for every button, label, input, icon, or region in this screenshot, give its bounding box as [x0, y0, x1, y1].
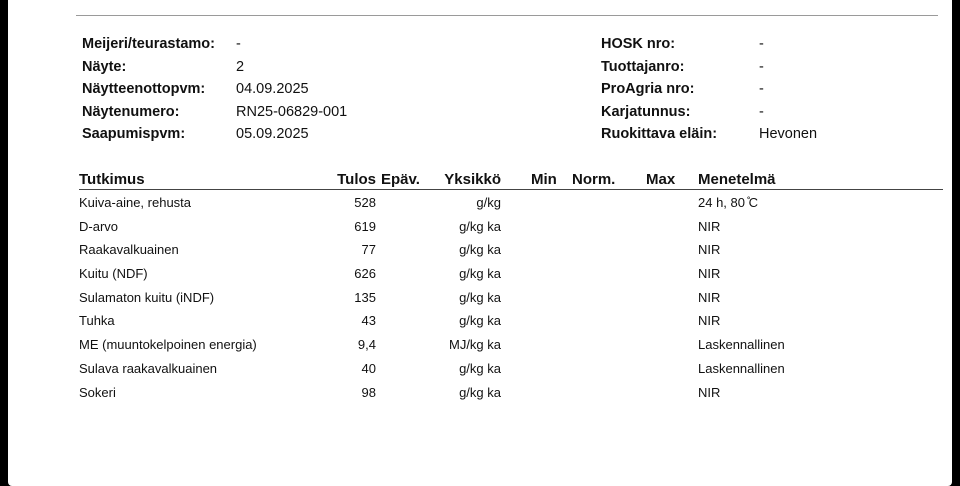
info-value: Hevonen: [759, 126, 818, 143]
cell-menetelma: NIR: [698, 289, 721, 305]
cell-tulos: 619: [354, 218, 376, 234]
cell-menetelma: NIR: [698, 242, 721, 258]
info-row: [82, 81, 542, 104]
info-value: -: [759, 36, 764, 52]
cell-tulos: 77: [361, 242, 376, 258]
cell-yksikko: MJ/kg ka: [448, 337, 501, 353]
results-table: [79, 170, 943, 400]
header-max: Max: [646, 171, 676, 188]
cell-tulos: 626: [354, 266, 376, 282]
info-row: [601, 36, 921, 59]
header-norm: Norm.: [572, 171, 616, 188]
cell-menetelma: NIR: [698, 266, 721, 282]
header-tutkimus: Tutkimus: [79, 171, 145, 188]
info-label: Näytteenottopvm:: [82, 81, 206, 98]
table-row: [79, 192, 943, 216]
info-label: ProAgria nro:: [601, 81, 695, 98]
cell-menetelma: NIR: [698, 218, 721, 234]
cell-yksikko: g/kg ka: [459, 289, 501, 305]
info-row: [601, 81, 921, 104]
cell-tulos: 9,4: [357, 337, 376, 353]
header-tulos: Tulos: [337, 171, 376, 188]
header-yksikko: Yksikkö: [444, 171, 501, 188]
cell-tutkimus: ME (muuntokelpoinen energia): [79, 337, 257, 353]
cell-tutkimus: D-arvo: [79, 218, 119, 234]
info-row: [82, 104, 542, 127]
cell-tutkimus: Sulamaton kuitu (iNDF): [79, 289, 215, 305]
info-value: 04.09.2025: [236, 81, 309, 98]
cell-yksikko: g/kg ka: [459, 313, 501, 329]
cell-yksikko: g/kg ka: [459, 360, 501, 376]
info-value: 2: [236, 58, 245, 75]
info-label: HOSK nro:: [601, 36, 676, 52]
header-epav: Epäv.: [381, 171, 420, 188]
header-min: Min: [531, 171, 557, 188]
info-row: [82, 59, 542, 82]
info-label: Näytenumero:: [82, 103, 180, 120]
sample-info-left: [82, 36, 542, 149]
cell-menetelma: Laskennallinen: [698, 337, 785, 353]
frame-right: [952, 0, 960, 486]
header-menetelma: Menetelmä: [698, 171, 776, 188]
cell-tutkimus: Kuiva-aine, rehusta: [79, 195, 192, 210]
info-value: -: [236, 36, 241, 52]
table-row: [79, 358, 943, 382]
table-row: [79, 310, 943, 334]
info-value: -: [759, 103, 764, 120]
table-row: [79, 287, 943, 311]
cell-yksikko: g/kg ka: [459, 384, 501, 400]
table-body: [79, 192, 943, 405]
cell-tutkimus: Kuitu (NDF): [79, 266, 148, 282]
cell-tulos: 40: [361, 360, 376, 376]
cell-tutkimus: Sulava raakavalkuainen: [79, 360, 218, 376]
table-row: [79, 382, 943, 406]
info-label: Näyte:: [82, 58, 127, 75]
cell-tulos: 98: [361, 384, 376, 400]
cell-menetelma: Laskennallinen: [698, 360, 785, 376]
info-row: [82, 36, 542, 59]
cell-tulos: 135: [354, 289, 376, 305]
cell-tulos: 43: [361, 313, 376, 329]
info-row: [601, 126, 921, 149]
table-header: [79, 170, 943, 190]
info-row: [82, 126, 542, 149]
info-row: [601, 59, 921, 82]
info-value: RN25-06829-001: [236, 103, 348, 120]
header-divider: [79, 189, 943, 190]
cell-yksikko: g/kg ka: [459, 218, 501, 234]
frame-left: [0, 0, 8, 486]
cell-tutkimus: Raakavalkuainen: [79, 242, 179, 258]
info-label: Karjatunnus:: [601, 103, 691, 120]
cell-tutkimus: Tuhka: [79, 313, 115, 329]
table-row: [79, 263, 943, 287]
cell-tulos: 528: [354, 195, 376, 210]
info-value: -: [759, 58, 764, 75]
cell-menetelma: NIR: [698, 313, 721, 329]
table-row: [79, 334, 943, 358]
cell-menetelma: 24 h, 80 ̊C: [698, 195, 758, 210]
cell-tutkimus: Sokeri: [79, 384, 116, 400]
cell-yksikko: g/kg ka: [459, 242, 501, 258]
info-label: Meijeri/teurastamo:: [82, 36, 215, 52]
table-row: [79, 216, 943, 240]
sample-info-right: [601, 36, 921, 149]
cell-yksikko: g/kg ka: [459, 266, 501, 282]
info-value: 05.09.2025: [236, 126, 309, 143]
info-label: Tuottajanro:: [601, 58, 685, 75]
info-value: -: [759, 81, 764, 98]
table-row: [79, 239, 943, 263]
top-divider: [76, 15, 938, 16]
info-row: [601, 104, 921, 127]
info-label: Saapumispvm:: [82, 126, 186, 143]
info-label: Ruokittava eläin:: [601, 126, 718, 143]
cell-menetelma: NIR: [698, 384, 721, 400]
cell-yksikko: g/kg: [476, 195, 501, 210]
document-page: [8, 0, 952, 486]
